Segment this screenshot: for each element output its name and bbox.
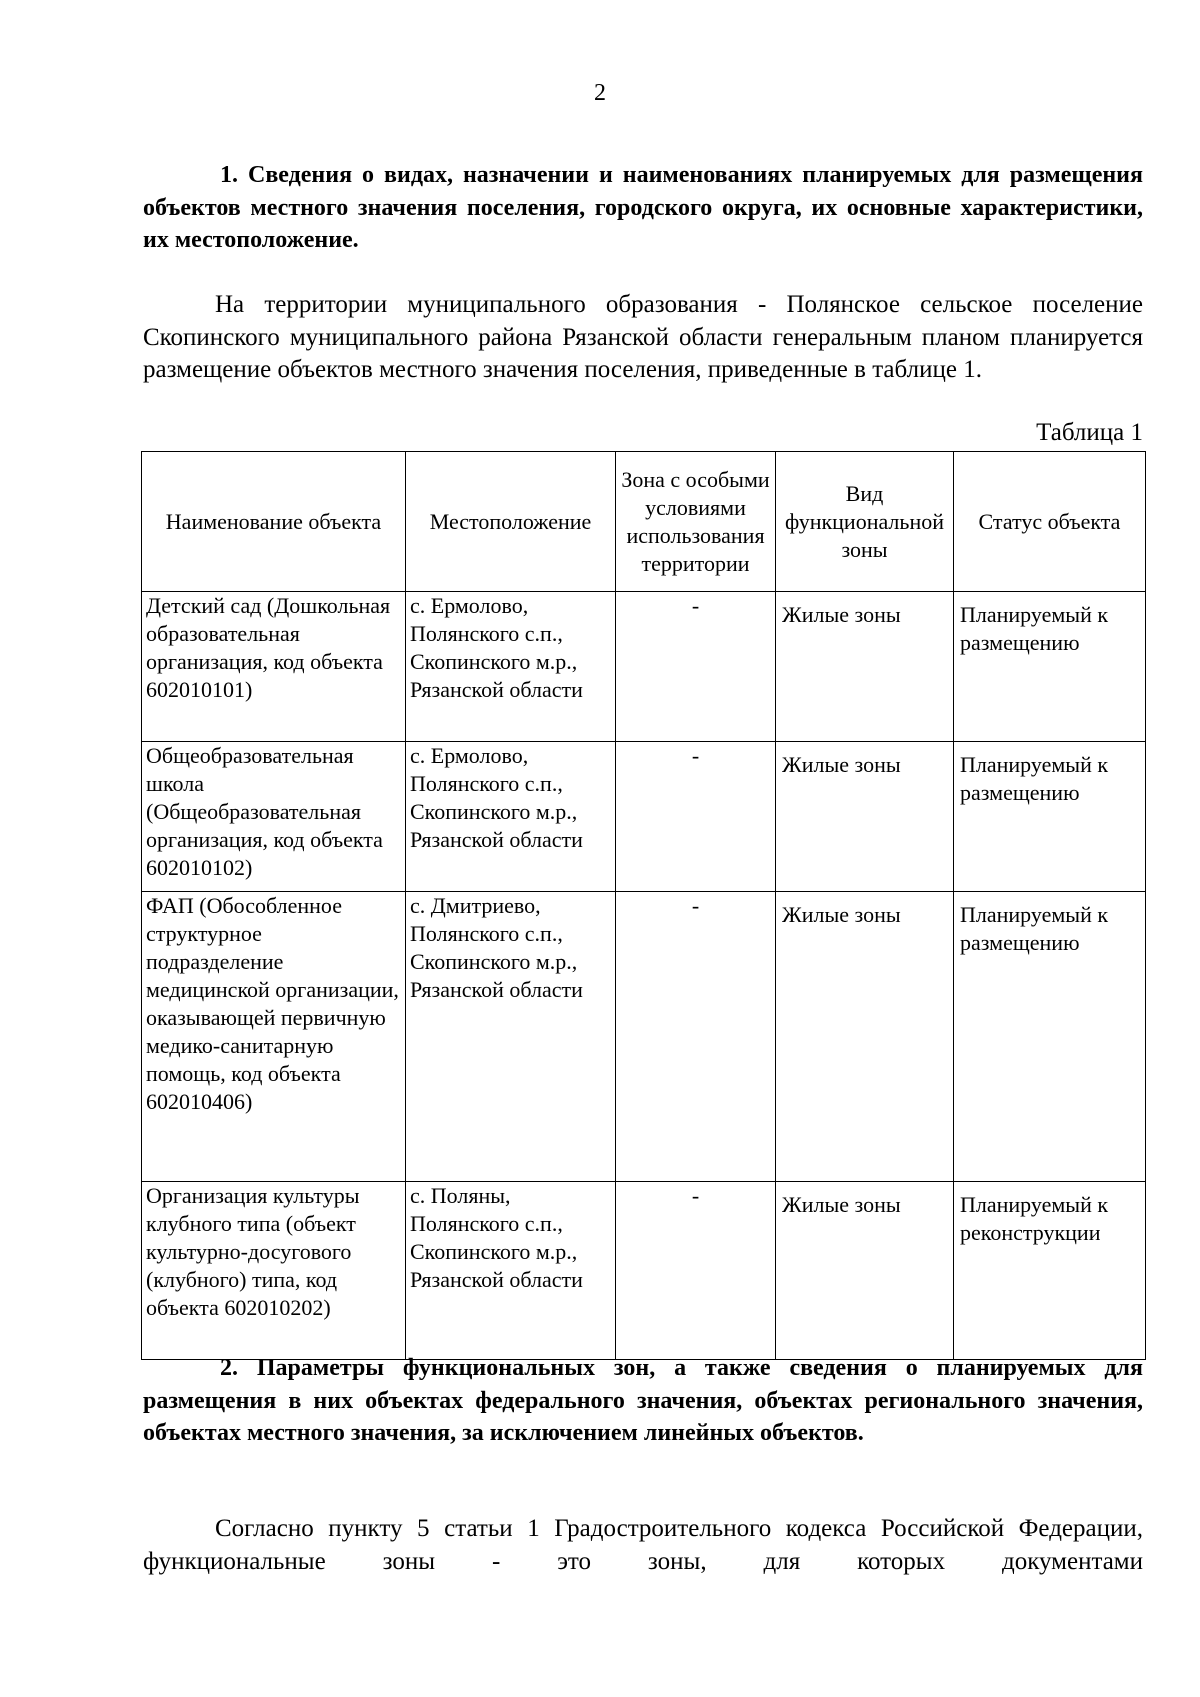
table-row [142, 742, 1146, 892]
cell-special-zone: - [616, 892, 776, 1182]
table-row [142, 1182, 1146, 1360]
cell-location: с. Дмитриево, Полянского с.п., Скопинского м.р., Рязанской области [406, 892, 616, 1182]
table-caption: Таблица 1 [1036, 419, 1143, 446]
section-1-heading: 1. Сведения о видах, назначении и наименованиях планируемых для размещения объектов местного значения поселения, городского округа, их основные характеристики, их местоположение. [143, 162, 1143, 253]
cell-location: с. Поляны, Полянского с.п., Скопинского м.р., Рязанской области [406, 1182, 616, 1360]
table-header-row [142, 452, 1146, 592]
cell-functional-zone: Жилые зоны [776, 1182, 954, 1360]
cell-name: Общеобразовательная школа (Общеобразовательная организация, код объекта 602010102) [142, 742, 406, 892]
cell-functional-zone: Жилые зоны [776, 892, 954, 1182]
planned-objects-table [141, 451, 1146, 1360]
cell-location: с. Ермолово, Полянского с.п., Скопинского м.р., Рязанской области [406, 742, 616, 892]
cell-name: ФАП (Обособленное структурное подразделение медицинской организации, оказывающей первичную медико-санитарную помощь, код объекта 602010406) [142, 892, 406, 1182]
page-number: 2 [594, 80, 606, 106]
cell-location: с. Ермолово, Полянского с.п., Скопинского м.р., Рязанской области [406, 592, 616, 742]
header-special-zone: Зона с особыми условиями использования территории [616, 452, 776, 592]
section-1-paragraph: На территории муниципального образования - Полянское сельское поселение Скопинского муниципального района Рязанской области генеральным планом планируется размещение объектов местного значения поселения, приведенные в таблице 1. [143, 291, 1143, 383]
table-row [142, 892, 1146, 1182]
cell-functional-zone: Жилые зоны [776, 592, 954, 742]
section-2-paragraph: Согласно пункту 5 статьи 1 Градостроительного кодекса Российской Федерации, функциональные зоны - это зоны, для которых документами [143, 1515, 1143, 1575]
cell-special-zone: - [616, 742, 776, 892]
header-functional-zone: Вид функциональной зоны [776, 452, 954, 592]
cell-status: Планируемый к реконструкции [954, 1182, 1146, 1360]
cell-name: Детский сад (Дошкольная образовательная организация, код объекта 602010101) [142, 592, 406, 742]
cell-name: Организация культуры клубного типа (объект культурно-досугового (клубного) типа, код объекта 602010202) [142, 1182, 406, 1360]
cell-special-zone: - [616, 592, 776, 742]
cell-status: Планируемый к размещению [954, 892, 1146, 1182]
section-2-heading: 2. Параметры функциональных зон, а также сведения о планируемых для размещения в них объектах федерального значения, объектах регионального значения, объектах местного значения, за исключением линейных объектов. [143, 1355, 1143, 1446]
header-status: Статус объекта [954, 452, 1146, 592]
cell-special-zone: - [616, 1182, 776, 1360]
cell-functional-zone: Жилые зоны [776, 742, 954, 892]
cell-status: Планируемый к размещению [954, 742, 1146, 892]
table-row [142, 592, 1146, 742]
header-location: Местоположение [406, 452, 616, 592]
header-name: Наименование объекта [142, 452, 406, 592]
cell-status: Планируемый к размещению [954, 592, 1146, 742]
